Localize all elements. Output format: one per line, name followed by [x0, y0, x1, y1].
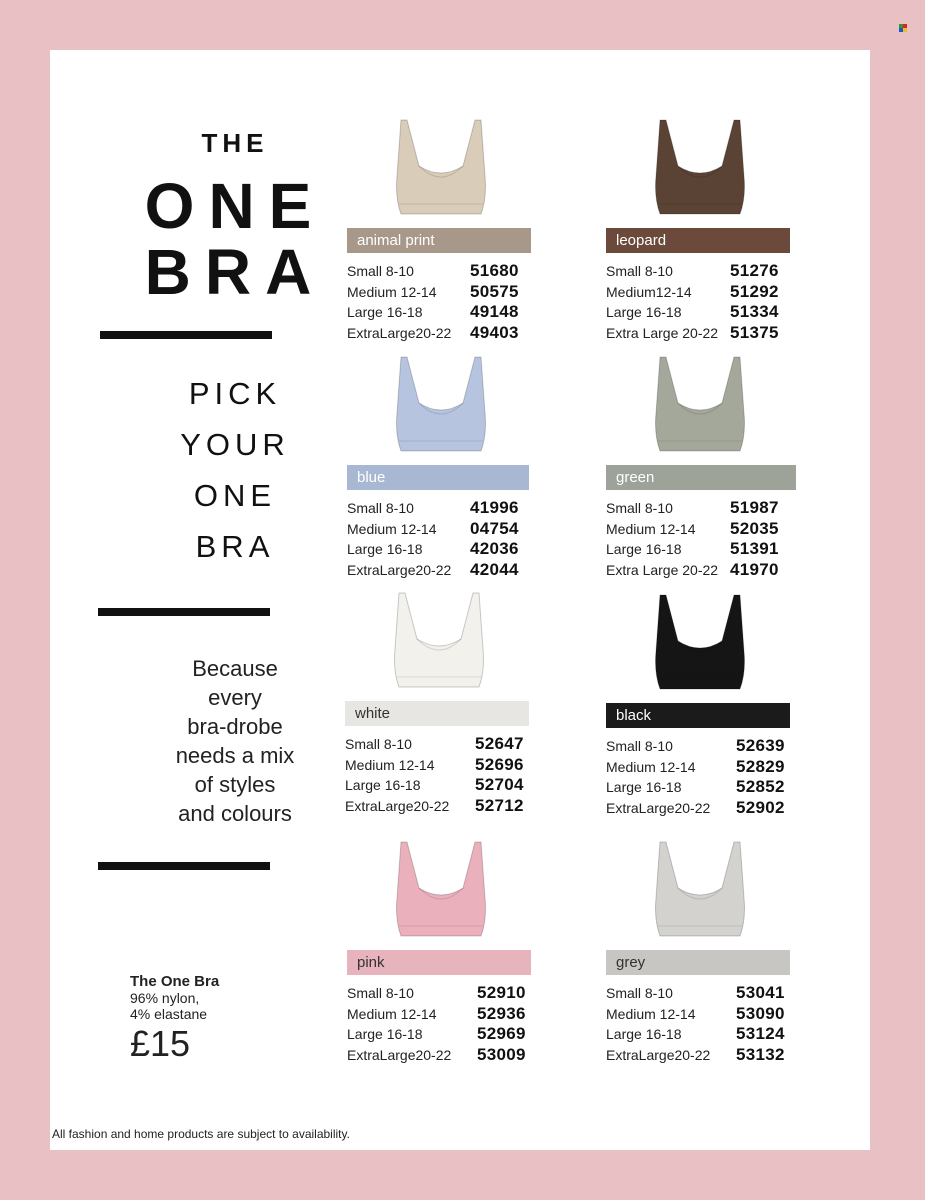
- size-row: [606, 282, 806, 303]
- product-code: 52696: [475, 754, 524, 774]
- size-row: [347, 261, 547, 282]
- size-row: [345, 755, 545, 776]
- product-code: 41970: [730, 560, 779, 580]
- product-code: 51375: [730, 323, 779, 343]
- colour-label: blue: [347, 465, 529, 490]
- bra-image: [385, 591, 493, 695]
- size-row: [347, 539, 547, 560]
- product-code: 51987: [730, 498, 779, 517]
- because-line: bra-drobe: [187, 714, 283, 739]
- size-label: Medium 12-14: [347, 520, 437, 537]
- size-label: Small 8-10: [345, 736, 412, 752]
- size-row: [606, 539, 806, 560]
- bra-image: [646, 355, 754, 459]
- size-row: [347, 560, 547, 581]
- size-row: [606, 302, 806, 323]
- size-label: Medium 12-14: [606, 758, 696, 775]
- corner-mark: [899, 24, 907, 32]
- size-label: Large 16-18: [345, 777, 421, 794]
- size-row: [606, 498, 806, 519]
- tagline-line: BRA: [195, 529, 275, 564]
- size-row: [347, 1024, 547, 1045]
- product-code: 52704: [475, 775, 524, 795]
- headline-the: THE: [201, 128, 269, 158]
- because-line: Because: [192, 656, 278, 681]
- size-label: Extra Large 20-22: [606, 562, 719, 579]
- bra-image: [387, 118, 495, 222]
- size-label: Small 8-10: [606, 263, 673, 279]
- product-code: 53090: [736, 1003, 785, 1023]
- size-label: Large 16-18: [347, 304, 423, 321]
- product-code: 51292: [730, 281, 779, 301]
- size-row: [606, 1024, 806, 1045]
- size-label: Large 16-18: [606, 1026, 682, 1043]
- size-label: Large 16-18: [347, 1026, 423, 1043]
- product-code: 52902: [736, 798, 785, 818]
- size-row: [347, 498, 547, 519]
- colour-label: green: [606, 465, 796, 490]
- product-code: 53009: [477, 1045, 526, 1065]
- product-material: 4% elastane: [130, 1006, 208, 1022]
- size-row: [347, 519, 547, 540]
- size-row: [345, 796, 545, 817]
- size-row: [606, 560, 806, 581]
- size-label: Medium 12-14: [606, 1005, 696, 1022]
- size-label: ExtraLarge20-22: [345, 798, 450, 815]
- size-row: [347, 1045, 547, 1066]
- size-label: ExtraLarge20-22: [606, 1047, 711, 1064]
- size-row: [347, 983, 547, 1004]
- size-label: Small 8-10: [347, 263, 414, 279]
- size-row: [347, 1004, 547, 1025]
- size-row: [606, 736, 806, 757]
- colour-label: pink: [347, 950, 531, 975]
- catalogue-page: [50, 50, 870, 1150]
- tagline-line: ONE: [193, 478, 277, 513]
- product-code: 51334: [730, 302, 779, 322]
- size-label: ExtraLarge20-22: [347, 325, 452, 342]
- size-row: [606, 323, 806, 344]
- size-row: [606, 757, 806, 778]
- size-label: Small 8-10: [606, 500, 673, 516]
- product-code: 41996: [470, 498, 519, 517]
- product-code: 04754: [470, 518, 519, 538]
- size-row: [347, 282, 547, 303]
- size-row: [606, 519, 806, 540]
- size-code-list: [606, 983, 806, 1066]
- product-code: 53041: [736, 983, 785, 1002]
- size-label: Small 8-10: [606, 738, 673, 754]
- size-label: Large 16-18: [606, 541, 682, 558]
- product-price: £15: [130, 1023, 191, 1064]
- product-name: The One Bra: [130, 973, 220, 990]
- size-label: Medium 12-14: [345, 756, 435, 773]
- divider-bar: [98, 862, 270, 870]
- size-code-list: [347, 983, 547, 1066]
- colour-label: animal print: [347, 228, 531, 253]
- product-code: 52852: [736, 777, 785, 797]
- headline-one: ONE: [144, 170, 326, 242]
- colour-label: grey: [606, 950, 790, 975]
- size-label: Extra Large 20-22: [606, 325, 719, 342]
- product-code: 49403: [470, 323, 519, 343]
- colour-label: black: [606, 703, 790, 728]
- product-code: 52712: [475, 796, 524, 816]
- size-label: Small 8-10: [347, 985, 414, 1001]
- size-label: ExtraLarge20-22: [347, 1047, 452, 1064]
- size-label: Large 16-18: [347, 541, 423, 558]
- because-line: and colours: [178, 801, 292, 826]
- bra-image: [387, 355, 495, 459]
- size-label: Large 16-18: [606, 779, 682, 796]
- size-row: [606, 798, 806, 819]
- product-code: 49148: [470, 302, 519, 322]
- colour-label: white: [345, 701, 529, 726]
- divider-bar: [100, 331, 272, 339]
- because-line: of styles: [194, 772, 276, 797]
- size-code-list: [347, 498, 547, 581]
- product-code: 51276: [730, 261, 779, 280]
- bra-image: [646, 593, 754, 697]
- because-text: [100, 654, 370, 828]
- tagline-line: YOUR: [180, 427, 290, 462]
- tagline: [100, 368, 370, 572]
- product-code: 53124: [736, 1024, 785, 1044]
- size-label: Medium 12-14: [347, 283, 437, 300]
- size-label: ExtraLarge20-22: [606, 800, 711, 817]
- product-code: 52647: [475, 734, 524, 753]
- size-row: [347, 323, 547, 344]
- size-row: [606, 1045, 806, 1066]
- tagline-line: PICK: [188, 376, 282, 411]
- product-code: 52639: [736, 736, 785, 755]
- because-line: every: [208, 685, 262, 710]
- product-code: 52035: [730, 518, 779, 538]
- product-code: 51680: [470, 261, 519, 280]
- product-code: 42044: [470, 560, 519, 580]
- size-label: Large 16-18: [606, 304, 682, 321]
- product-code: 53132: [736, 1045, 785, 1065]
- size-row: [345, 734, 545, 755]
- size-label: Medium 12-14: [347, 1005, 437, 1022]
- product-code: 52936: [477, 1003, 526, 1023]
- product-code: 52969: [477, 1024, 526, 1044]
- size-row: [606, 983, 806, 1004]
- size-label: ExtraLarge20-22: [347, 562, 452, 579]
- size-code-list: [606, 736, 806, 819]
- size-row: [606, 261, 806, 282]
- product-material: 96% nylon,: [130, 990, 200, 1006]
- size-code-list: [606, 498, 806, 581]
- size-label: Small 8-10: [606, 985, 673, 1001]
- product-code: 42036: [470, 539, 519, 559]
- size-row: [345, 775, 545, 796]
- size-label: Medium 12-14: [606, 520, 696, 537]
- product-code: 51391: [730, 539, 779, 559]
- product-code: 52910: [477, 983, 526, 1002]
- bra-image: [646, 840, 754, 944]
- because-line: needs a mix: [175, 743, 295, 768]
- size-code-list: [345, 734, 545, 817]
- product-code: 52829: [736, 756, 785, 776]
- size-label: Medium12-14: [606, 283, 692, 300]
- product-code: 50575: [470, 281, 519, 301]
- headline-bra: BRA: [144, 236, 326, 308]
- colour-label: leopard: [606, 228, 790, 253]
- availability-note: All fashion and home products are subject to availability.: [52, 1127, 350, 1141]
- size-row: [606, 1004, 806, 1025]
- divider-bar: [98, 608, 270, 616]
- size-code-list: [606, 261, 806, 344]
- size-label: Small 8-10: [347, 500, 414, 516]
- bra-image: [646, 118, 754, 222]
- bra-image: [387, 840, 495, 944]
- size-row: [606, 777, 806, 798]
- product-info: [130, 974, 219, 1064]
- size-row: [347, 302, 547, 323]
- size-code-list: [347, 261, 547, 344]
